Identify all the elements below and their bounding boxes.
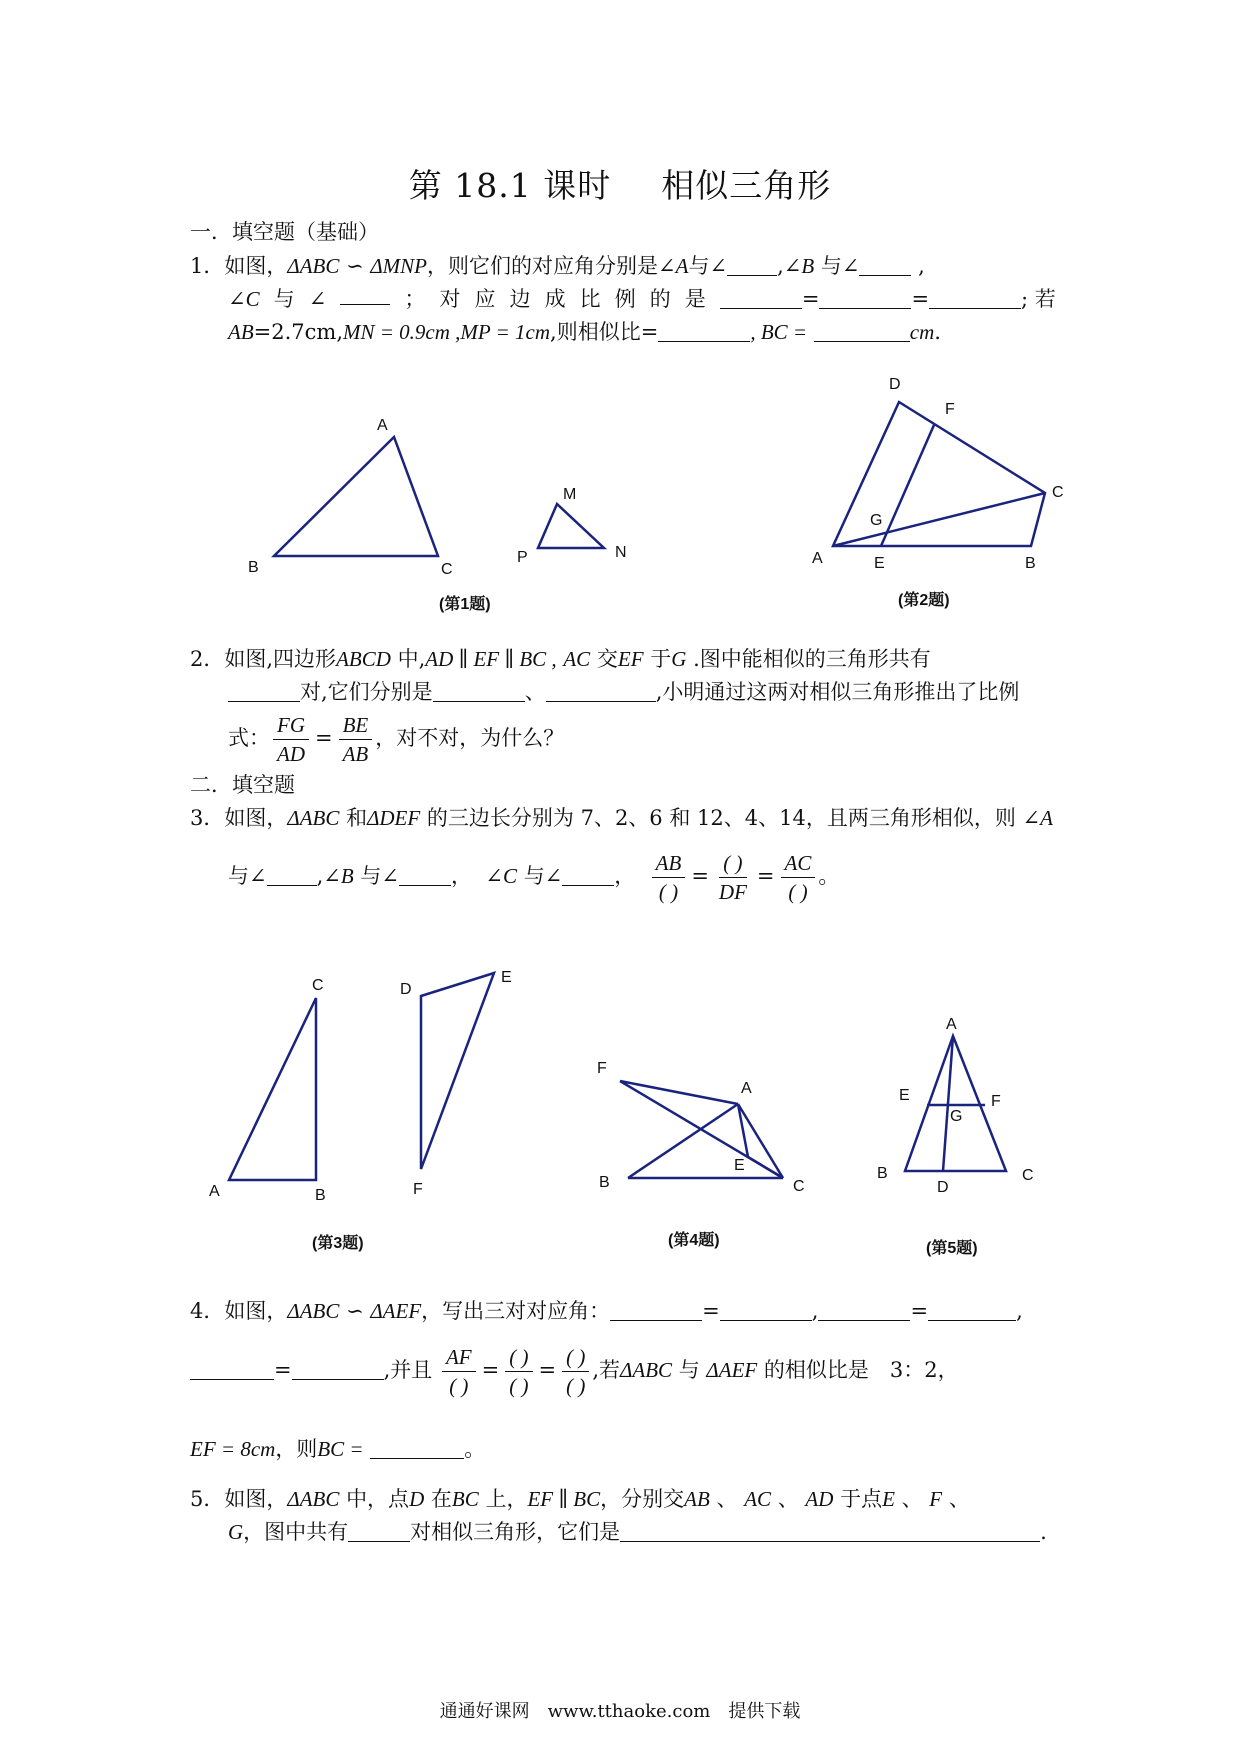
- q1-line1: 1．如图，ΔABC ∽ ΔMNP，则它们的对应角分别是∠A与∠ ,∠B 与∠ ,: [190, 254, 925, 278]
- section1-heading: 一．填空题（基础）: [190, 220, 379, 244]
- fig2-label-c: C: [1052, 484, 1064, 501]
- fig4-label-a: A: [741, 1080, 752, 1097]
- fig2-label-g: G: [870, 512, 883, 529]
- q4-fraction-1: $\frac{AF}{( )}$: [442, 1343, 476, 1400]
- fig1-triangle-mnp: [538, 504, 604, 548]
- fig5-label-d: D: [937, 1179, 949, 1196]
- q1-line2: ∠C 与 ∠ ； 对 应 边 成 比 例 的 是 = = ; 若: [228, 284, 1056, 314]
- fig5-label-f: F: [991, 1093, 1001, 1110]
- q2-fraction-be-ab: $\frac{BE}{AB}$: [339, 711, 373, 768]
- fig1-label-b: B: [248, 559, 259, 576]
- fig3-caption: (第3题): [312, 1235, 364, 1252]
- fig2-label-a: A: [812, 550, 823, 567]
- fig3-label-a: A: [209, 1183, 220, 1200]
- fig2-quadrilateral-abcd: [833, 402, 1045, 546]
- fig1-caption: (第1题): [439, 596, 491, 613]
- fig5-label-b: B: [877, 1165, 888, 1182]
- q3-fraction-2: $\frac{( )}{DF}$: [718, 851, 747, 904]
- fig3-label-c: C: [312, 977, 324, 994]
- fig1-triangle-abc: [274, 437, 438, 556]
- q4-line1: 4．如图，ΔABC ∽ ΔAEF，写出三对对应角： = , = ,: [190, 1299, 1023, 1323]
- fig3-label-e: E: [501, 969, 512, 986]
- q2-line2: 对,它们分别是 、 ,小明通过这两对相似三角形推出了比例: [228, 677, 1019, 707]
- q3-fraction-3: $\frac{AC}{( )}$: [781, 849, 816, 906]
- q1-line3: AB=2.7cm,MN = 0.9cm ,MP = 1cm,则相似比= , BC = cm.: [228, 320, 941, 344]
- fig1-label-a: A: [377, 417, 388, 434]
- q4-line3: EF = 8cm，则BC = 。: [190, 1437, 486, 1461]
- q3-line1: 3．如图，ΔABC 和ΔDEF 的三边长分别为 7、2、6 和 12、4、14，且两三角形相似，则 ∠A: [190, 806, 1053, 830]
- q3-fraction-1: $\frac{AB}{( )}$: [652, 849, 686, 906]
- q2-fraction-fg-ad: $\frac{FG}{AD}$: [273, 711, 309, 768]
- fig4-label-e: E: [734, 1157, 745, 1174]
- q4-fraction-3: $\frac{( )}{( )}$: [562, 1343, 589, 1400]
- fig1-label-n: N: [615, 544, 627, 561]
- fig2-line-ac: [833, 493, 1045, 546]
- fig4-label-c: C: [793, 1178, 805, 1195]
- q4-fraction-2: $\frac{( )}{( )}$: [505, 1343, 532, 1400]
- fig5-label-e: E: [899, 1087, 910, 1104]
- q3-line2: 与∠ ,∠B 与∠ ， ∠C 与∠ ， $\frac{AB}{( )}$ = $\frac{( )}{DF}$ = $\frac{AC}{( )}$ 。: [228, 851, 840, 904]
- fig5-label-c: C: [1022, 1167, 1034, 1184]
- q5-line2: G，图中共有 对相似三角形，它们是 .: [228, 1520, 1047, 1544]
- fig3-triangle-def: [421, 973, 494, 1169]
- fig1-label-p: P: [517, 549, 528, 566]
- fig5-label-g: G: [950, 1108, 963, 1125]
- q2-line3: 式： $\frac{FG}{AD}$ = $\frac{BE}{AB}$ ，对不对，为什么？: [228, 713, 565, 766]
- fig4-caption: (第4题): [668, 1232, 720, 1249]
- fig1-label-c: C: [441, 561, 453, 578]
- fig5-label-a: A: [946, 1016, 957, 1033]
- fig2-label-b: B: [1025, 555, 1036, 572]
- fig2-caption: (第2题): [898, 592, 950, 609]
- title-topic: 相似三角形: [661, 166, 832, 205]
- q4-line2: = ,并且 $\frac{AF}{( )}$ = $\frac{( )}{( )}$ = $\frac{( )}{( )}$ ,若ΔABC 与 ΔAEF 的相似比是 3：2，: [190, 1340, 959, 1400]
- fig2-label-d: D: [889, 376, 901, 393]
- fig3-label-d: D: [400, 981, 412, 998]
- fig5-caption: (第5题): [926, 1240, 978, 1257]
- q2-line1: 2．如图,四边形ABCD 中,AD ∥ EF ∥ BC , AC 交EF 于G .图中能相似的三角形共有: [190, 647, 931, 671]
- fig3-label-f: F: [413, 1181, 423, 1198]
- fig2-label-e: E: [874, 555, 885, 572]
- fig3-triangle-abc: [229, 998, 316, 1180]
- title-lesson: 第 18.1 课时: [408, 166, 612, 205]
- fig2-label-f: F: [945, 401, 955, 418]
- fig4-label-f: F: [597, 1060, 607, 1077]
- footer-credit: 通通好课网 www.tthaoke.com 提供下载: [439, 1701, 801, 1722]
- fig3-label-b: B: [315, 1187, 326, 1204]
- section2-heading: 二．填空题: [190, 773, 295, 797]
- fig4-label-b: B: [599, 1174, 610, 1191]
- q5-line1: 5．如图，ΔABC 中，点D 在BC 上，EF ∥ BC，分别交AB 、 AC 、 AD 于点E 、 F 、: [190, 1487, 970, 1511]
- fig1-label-m: M: [563, 486, 577, 503]
